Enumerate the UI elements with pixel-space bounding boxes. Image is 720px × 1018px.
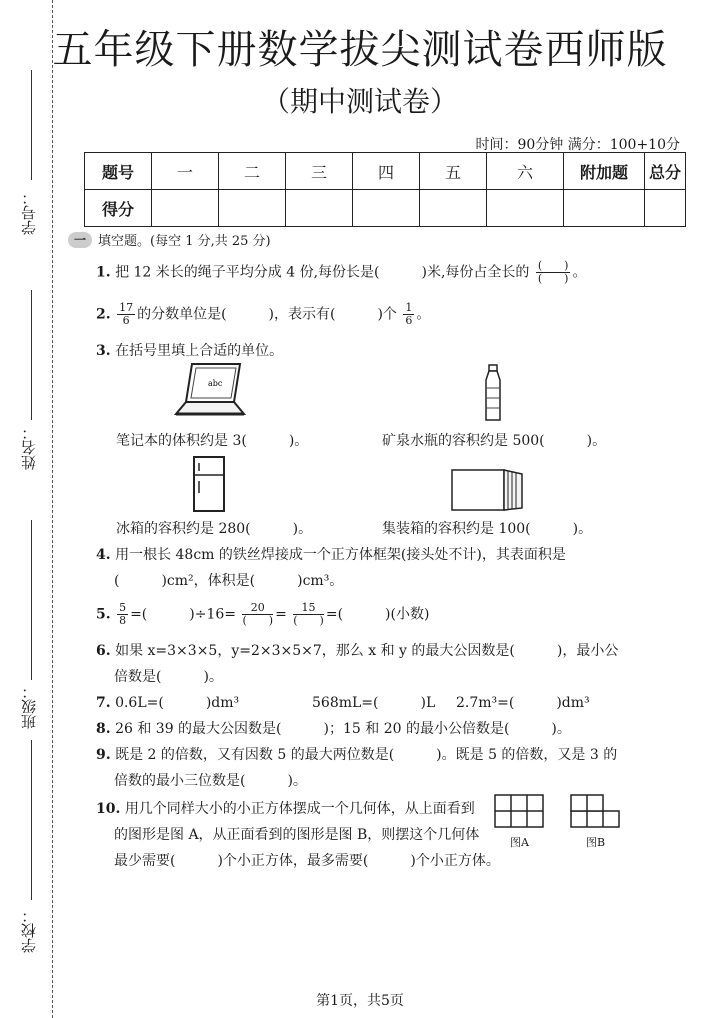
question-8 (96, 718, 571, 738)
question-number: 3. (96, 343, 111, 359)
question-number: 4. (96, 547, 111, 563)
name-label: 姓名： (20, 425, 38, 470)
question-9 (96, 744, 617, 764)
fraction-numerator: 20 (242, 602, 273, 615)
page-title: 五年级下册数学拔尖测试卷西师版 (52, 27, 668, 73)
question-text: 26 和 39 的最大公因数是( )；15 和 20 的最小公倍数是( )。 (115, 721, 571, 737)
score-table-header-row (85, 153, 686, 190)
question-9-line-2: 倍数的最小三位数是( )。 (114, 773, 307, 789)
score-header-cell: 一 (152, 153, 219, 190)
shipping-container-icon (450, 466, 524, 512)
score-header-cell: 六 (487, 153, 564, 190)
fraction-numerator: 5 (119, 601, 127, 614)
question-10-line-3: 最少需要( )个小正方体，最多需要( )个小正方体。 (114, 853, 500, 869)
question-2 (96, 302, 430, 327)
section-text: 填空题。(每空 1 分,共 25 分) (98, 234, 271, 249)
question-text: = (275, 606, 287, 623)
fraction-denominator: 8 (119, 614, 127, 627)
score-cell[interactable] (420, 190, 487, 227)
school-label: 学校： (20, 908, 38, 953)
fraction-numerator: 17 (119, 301, 134, 314)
page-footer: 第1页，共5页 (316, 993, 404, 1009)
laptop-icon (172, 360, 248, 422)
score-cell[interactable] (219, 190, 286, 227)
question-7-part-c: 2.7m³=( )dm³ (456, 695, 590, 711)
fraction-denominator: ( ) (242, 614, 274, 627)
score-table (84, 152, 686, 227)
fraction-blank[interactable] (293, 602, 324, 627)
question-text: 用一根长 48cm 的铁丝焊接成一个正方体框架(接头处不计)，其表面积是 (115, 547, 566, 563)
score-header-cell: 三 (286, 153, 353, 190)
fraction-numerator: ( ) (537, 259, 569, 272)
question-text: 既是 2 的倍数，又有因数 5 的最大两位数是( )。既是 5 的倍数，又是 3 的 (115, 747, 618, 763)
laptop-caption: 笔记本的体积约是 3( )。 (116, 433, 309, 449)
figure-a-label: 图A (510, 836, 529, 849)
name-line (31, 290, 32, 420)
fraction-blank[interactable] (536, 260, 571, 285)
score-header-cell: 五 (420, 153, 487, 190)
score-header-cell: 附加题 (564, 153, 645, 190)
fridge-icon (192, 455, 226, 513)
container-caption: 集装箱的容积约是 100( )。 (382, 521, 593, 537)
question-number: 10. (96, 801, 121, 817)
question-text: 如果 x=3×3×5，y=2×3×5×7，那么 x 和 y 的最大公因数是( )，最小公 (115, 643, 619, 659)
question-part-a: 0.6L=( )dm³ (115, 695, 240, 711)
question-text: 把 12 米长的绳子平均分成 4 份,每份长是( )米,每份占全长的 (115, 264, 530, 281)
score-header-cell: 二 (219, 153, 286, 190)
question-number: 1. (96, 264, 111, 281)
fraction (117, 602, 128, 627)
question-end: 。 (416, 306, 431, 323)
fraction-blank[interactable] (242, 602, 273, 627)
score-row-label: 得分 (85, 190, 152, 227)
question-text: =( )(小数) (325, 606, 430, 623)
question-3 (96, 340, 283, 360)
fraction-denominator: ( ) (537, 272, 569, 285)
question-number: 5. (96, 606, 111, 623)
question-number: 9. (96, 747, 111, 763)
time-info: 时间：90分钟 满分：100+10分 (475, 137, 680, 153)
question-4-line-2: ( )cm²，体积是( )cm³。 (114, 573, 344, 589)
binding-dashed-line (52, 0, 53, 1018)
question-text: 在括号里填上合适的单位。 (115, 343, 284, 359)
figure-b-label: 图B (586, 836, 606, 849)
figure-a-grid (494, 794, 546, 830)
student-id-line (31, 70, 32, 180)
class-line (31, 520, 32, 680)
question-7-part-b: 568mL=( )L (312, 695, 436, 711)
question-4 (96, 544, 566, 564)
question-10-line-2: 的图形是图 A，从正面看到的图形是图 B，则摆这个几何体 (114, 827, 480, 843)
question-text: 的分数单位是( )，表示有( )个 (137, 306, 397, 323)
fraction (403, 302, 414, 327)
question-end: 。 (572, 264, 587, 281)
bottle-caption: 矿泉水瓶的容积约是 500( )。 (382, 433, 607, 449)
question-number: 7. (96, 695, 111, 711)
student-id-label: 学号： (20, 190, 38, 235)
score-cell[interactable] (152, 190, 219, 227)
fraction-numerator: 1 (405, 301, 413, 314)
score-cell[interactable] (564, 190, 645, 227)
section-header (68, 230, 271, 249)
score-cell[interactable] (487, 190, 564, 227)
school-line (31, 740, 32, 900)
score-cell[interactable] (286, 190, 353, 227)
question-10 (96, 798, 475, 818)
question-6 (96, 640, 618, 660)
fridge-caption: 冰箱的容积约是 280( )。 (116, 521, 313, 537)
question-7 (96, 692, 239, 712)
water-bottle-icon (480, 364, 506, 422)
fraction (117, 302, 135, 327)
question-5 (96, 602, 429, 627)
score-table-score-row (85, 190, 686, 227)
fraction-denominator: ( ) (293, 614, 324, 627)
question-number: 8. (96, 721, 111, 737)
question-number: 6. (96, 643, 111, 659)
score-header-cell: 总分 (645, 153, 686, 190)
question-6-line-2: 倍数是( )。 (114, 669, 223, 685)
fraction-denominator: 6 (405, 314, 413, 327)
figure-b-shape (570, 794, 622, 830)
question-1 (96, 260, 586, 285)
question-number: 2. (96, 306, 111, 323)
score-cell[interactable] (645, 190, 686, 227)
laptop-screen-text: abc (208, 379, 223, 388)
class-label: 班级： (20, 684, 38, 729)
question-text: =( )÷16= (130, 606, 237, 623)
score-header-cell: 四 (353, 153, 420, 190)
fraction-denominator: 6 (122, 314, 130, 327)
page-subtitle: （期中测试卷） (261, 85, 458, 118)
score-header-cell: 题号 (85, 153, 152, 190)
score-cell[interactable] (353, 190, 420, 227)
section-mark: 一 (68, 232, 92, 248)
question-text: 用几个同样大小的小正方体摆成一个几何体，从上面看到 (124, 801, 475, 817)
fraction-numerator: 15 (293, 602, 324, 615)
